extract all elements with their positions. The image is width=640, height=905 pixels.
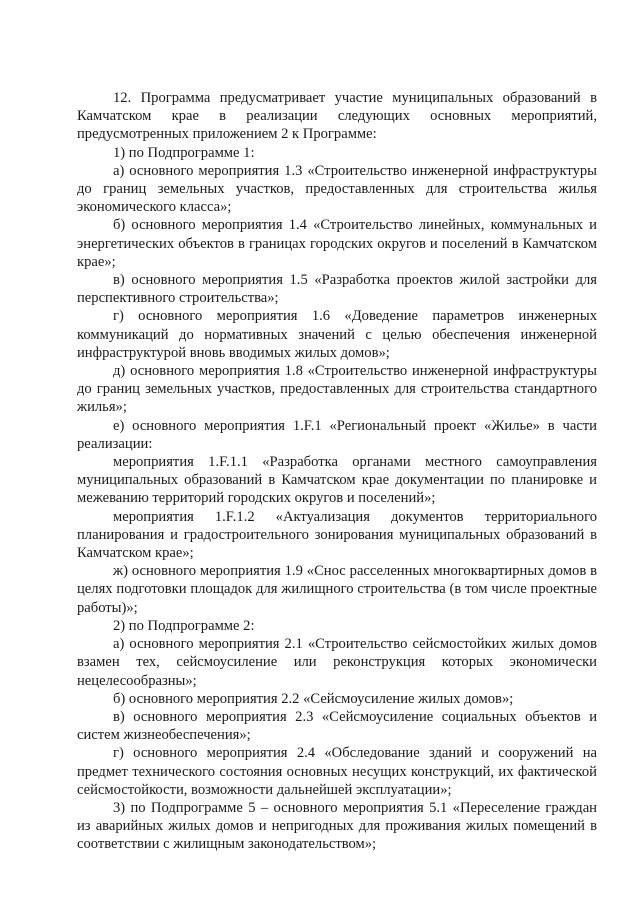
paragraph-item-1-3: а) основного мероприятия 1.3 «Строительство инженерной инфраструктуры до границ земельных участков, предоставленных для строительства жилья экономического класса»; [77,162,597,216]
paragraph-item-2-2: б) основного мероприятия 2.2 «Сейсмоусиление жилых домов»; [113,690,514,707]
paragraph-subprogram-5: 3) по Подпрограмме 5 – основного мероприятия 5.1 «Переселение граждан из аварийных жилых домов и непригодных для проживания жилых помещений в соответствии с жилищным законодательством»; [77,799,597,853]
paragraph-subprogram-1: 1) по Подпрограмме 1: [113,144,255,161]
paragraph-item-1-f-1-2: мероприятия 1.F.1.2 «Актуализация документов территориального планирования и градостроительного зонирования муниципальных образований в Камчатском крае»; [77,508,597,562]
paragraph-intro: 12. Программа предусматривает участие муниципальных образований в Камчатском крае в реализации следующих основных мероприятий, предусмотренных приложением 2 к Программе: [77,90,597,143]
paragraph-item-2-4: г) основного мероприятия 2.4 «Обследование зданий и сооружений на предмет технического состояния основных несущих конструкций, их фактической сейсмостойкости, возможности дальнейшей эксплуатации»; [77,745,597,798]
document-body [77,89,597,854]
paragraph-subprogram-2: 2) по Подпрограмме 2: [113,617,255,634]
paragraph-item-1-6: г) основного мероприятия 1.6 «Доведение параметров инженерных коммуникаций до нормативных значений с целью обеспечения инженерной инфраструктурой вновь вводимых жилых домов»; [77,308,597,361]
paragraph-item-1-8: д) основного мероприятия 1.8 «Строительство инженерной инфраструктуры до границ земельных участков, предоставленных для строительства стандартного жилья»; [77,363,597,416]
paragraph-item-1-f-1-1: мероприятия 1.F.1.1 «Разработка органами местного самоуправления муниципальных образований в Камчатском крае документации по планировке и межеванию территорий городских округов и поселений»; [77,454,597,507]
paragraph-item-2-1: а) основного мероприятия 2.1 «Строительство сейсмостойких жилых домов взамен тех, сейсмоусиление или реконструкция которых экономически нецелесообразны»; [77,636,597,689]
paragraph-item-1-4: б) основного мероприятия 1.4 «Строительство линейных, коммунальных и энергетических объектов в границах городских округов и поселений в Камчатском крае»; [77,217,597,270]
paragraph-item-2-3: в) основного мероприятия 2.3 «Сейсмоусиление социальных объектов и систем жизнеобеспечения»; [77,708,597,744]
paragraph-item-1-5: в) основного мероприятия 1.5 «Разработка проектов жилой застройки для перспективного строительства»; [77,272,597,307]
paragraph-item-1-f-1: е) основного мероприятия 1.F.1 «Региональный проект «Жилье» в части реализации: [77,417,597,452]
paragraph-item-1-9: ж) основного мероприятия 1.9 «Снос расселенных многоквартирных домов в целях подготовки площадок для жилищного строительства (в том числе проектные работы)»; [77,563,597,616]
